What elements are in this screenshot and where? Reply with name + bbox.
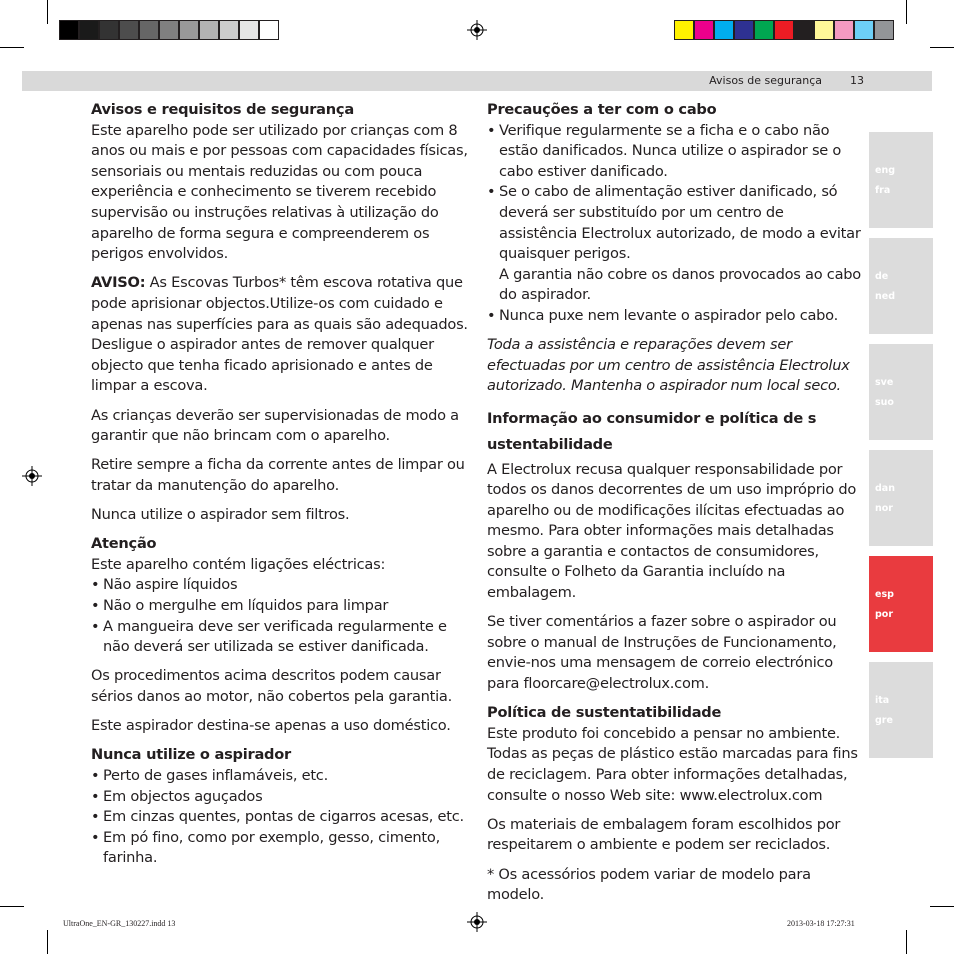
- list-item: • Verifique regularmente se a ficha e o cabo não estão danificados. Nunca utilize o aspirador se o cabo estiver danificado.: [487, 121, 865, 183]
- page-number: 13: [850, 74, 864, 87]
- color-swatch: [139, 20, 159, 40]
- color-swatch: [794, 20, 814, 40]
- list-item: • Nunca puxe nem levante o aspirador pelo cabo.: [487, 306, 865, 327]
- heading-sustainability: Política de sustentatibilidade: [487, 704, 722, 722]
- heading-safety: Avisos e requisitos de segurança: [91, 101, 354, 118]
- registration-mark-icon: [467, 20, 487, 40]
- language-tab-sve-suo[interactable]: [869, 344, 933, 440]
- language-code: dan: [875, 483, 895, 494]
- heading-attention: Atenção: [91, 535, 157, 553]
- language-code: nor: [875, 503, 893, 514]
- crop-mark: [47, 0, 48, 24]
- color-swatch: [754, 20, 774, 40]
- warning-text: As Escovas Turbos* têm escova rotativa que pode aprisionar objectos.Utilize-os com cuidado e apenas nas superfícies para as quais são adequados. Desligue o aspirador antes de remover qualquer objecto que tenha ficado aprisionado e antes de limpar a escova.: [91, 274, 468, 395]
- language-tab-esp-por[interactable]: [869, 556, 933, 652]
- color-swatch: [694, 20, 714, 40]
- left-column: [91, 100, 469, 878]
- color-swatch: [219, 20, 239, 40]
- section-title: Avisos de segurança: [709, 74, 822, 87]
- paragraph-domestic: Este aspirador destina-se apenas a uso doméstico.: [91, 717, 451, 735]
- right-column: [487, 100, 865, 914]
- crop-mark: [0, 906, 24, 907]
- language-tab-dan-nor[interactable]: [869, 450, 933, 546]
- list-item: • Em objectos aguçados: [91, 787, 469, 808]
- color-swatch: [259, 20, 279, 40]
- language-code: fra: [875, 185, 891, 196]
- crop-mark: [930, 906, 954, 907]
- crop-mark: [930, 47, 954, 48]
- list-item: • A mangueira deve ser verificada regularmente e não deverá ser utilizada se estiver danificada.: [91, 617, 469, 658]
- list-item: • Não aspire líquidos: [91, 575, 469, 596]
- color-swatch: [674, 20, 694, 40]
- color-swatch: [99, 20, 119, 40]
- list-item: • Em pó fino, como por exemplo, gesso, cimento, farinha.: [91, 828, 469, 869]
- color-swatch: [79, 20, 99, 40]
- color-swatch: [59, 20, 79, 40]
- language-code: sve: [875, 377, 894, 388]
- crop-mark: [47, 930, 48, 954]
- cable-list: [487, 121, 865, 327]
- color-swatch: [874, 20, 894, 40]
- slug-timestamp: 2013-03-18 17:27:31: [787, 919, 855, 928]
- language-code: de: [875, 271, 889, 282]
- language-tab-ita-gre[interactable]: [869, 662, 933, 758]
- language-tab-eng-fra[interactable]: [869, 132, 933, 228]
- color-swatch: [199, 20, 219, 40]
- slug-filename: UltraOne_EN-GR_130227.indd 13: [63, 919, 176, 928]
- color-swatch: [119, 20, 139, 40]
- color-swatch: [179, 20, 199, 40]
- heading-consumer: Informação ao consumidor e política de s ustentabilidade: [487, 409, 817, 453]
- attention-intro: Este aparelho contém ligações eléctricas:: [91, 555, 386, 573]
- language-code: por: [875, 609, 894, 620]
- color-swatch: [159, 20, 179, 40]
- paragraph-damage: Os procedimentos acima descritos podem causar sérios danos ao motor, não cobertos pela garantia.: [91, 667, 453, 705]
- color-swatch: [814, 20, 834, 40]
- running-header: [22, 71, 932, 91]
- paragraph-filters: Nunca utilize o aspirador sem filtros.: [91, 506, 350, 524]
- language-code: suo: [875, 397, 894, 408]
- attention-list: [91, 575, 469, 657]
- paragraph-packaging: Os materiais de embalagem foram escolhidos por respeitarem o ambiente e podem ser reciclados.: [487, 815, 841, 854]
- registration-mark-icon: [467, 912, 487, 932]
- language-code: gre: [875, 715, 893, 726]
- paragraph-plug: Retire sempre a ficha da corrente antes de limpar ou tratar da manutenção do aparelho.: [91, 456, 465, 494]
- paragraph-children: As crianças deverão ser supervisionadas de modo a garantir que não brincam com o aparelho.: [91, 406, 459, 445]
- paragraph-safety: Este aparelho pode ser utilizado por crianças com 8 anos ou mais e por pessoas com capacidades físicas, sensoriais ou mentais reduzidas ou com pouca experiência e conhecimento se tiverem recebido supervisão ou instruções relativas à utilização do aparelho de forma segura e compreenderem os perigos envolvidos.: [91, 121, 468, 263]
- warning-label: AVISO:: [91, 274, 146, 292]
- paragraph-feedback: Se tiver comentários a fazer sobre o aspirador ou sobre o manual de Instruções de Funcionamento, envie-nos uma mensagem de correio electrónico para floorcare@electrolux.com.: [487, 613, 837, 693]
- heading-cable: Precauções a ter com o cabo: [487, 101, 717, 118]
- language-code: eng: [875, 165, 896, 176]
- language-tab-de-ned[interactable]: [869, 238, 933, 334]
- color-swatch: [774, 20, 794, 40]
- list-item: • Em cinzas quentes, pontas de cigarros acesas, etc.: [91, 807, 469, 828]
- crop-mark: [906, 0, 907, 24]
- paragraph-service-note: Toda a assistência e reparações devem ser efectuadas por um centro de assistência Electrolux autorizado. Mantenha o aspirador num local seco.: [487, 336, 850, 395]
- list-item: • Perto de gases inflamáveis, etc.: [91, 766, 469, 787]
- language-code: ned: [875, 291, 896, 302]
- paragraph-footnote: * Os acessórios podem variar de modelo para modelo.: [487, 865, 811, 904]
- list-item: • Não o mergulhe em líquidos para limpar: [91, 596, 469, 617]
- heading-never-use: Nunca utilize o aspirador: [91, 746, 291, 764]
- crop-mark: [906, 930, 907, 954]
- list-item: [487, 182, 865, 306]
- paragraph-consumer: A Electrolux recusa qualquer responsabilidade por todos os danos decorrentes de um uso impróprio do aparelho ou de modificações ilícitas efectuadas ao mesmo. Para obter informações mais detalhadas sobre a garantia e contactos de consumidores, consulte o Folheto da Garantia incluído na embalagem.: [487, 460, 857, 602]
- never-use-list: [91, 766, 469, 869]
- list-item-extra: A garantia não cobre os danos provocados ao cabo do aspirador.: [499, 265, 861, 304]
- list-item-text: Se o cabo de alimentação estiver danificado, só deverá ser substituído por um centro de assistência Electrolux autorizado, de modo a evitar quaisquer perigos.: [499, 183, 861, 263]
- language-code: esp: [875, 589, 894, 600]
- paragraph-sustainability: Este produto foi concebido a pensar no ambiente. Todas as peças de plástico estão marcadas para fins de reciclagem. Para obter informações detalhadas, consulte o nosso Web site: www.electrolux.com: [487, 724, 858, 804]
- color-swatch: [834, 20, 854, 40]
- registration-mark-icon: [22, 466, 42, 486]
- color-swatch: [239, 20, 259, 40]
- language-code: ita: [875, 695, 890, 706]
- color-swatch: [714, 20, 734, 40]
- color-swatch: [734, 20, 754, 40]
- color-swatch: [854, 20, 874, 40]
- paragraph-warning: [91, 273, 469, 397]
- crop-mark: [0, 47, 24, 48]
